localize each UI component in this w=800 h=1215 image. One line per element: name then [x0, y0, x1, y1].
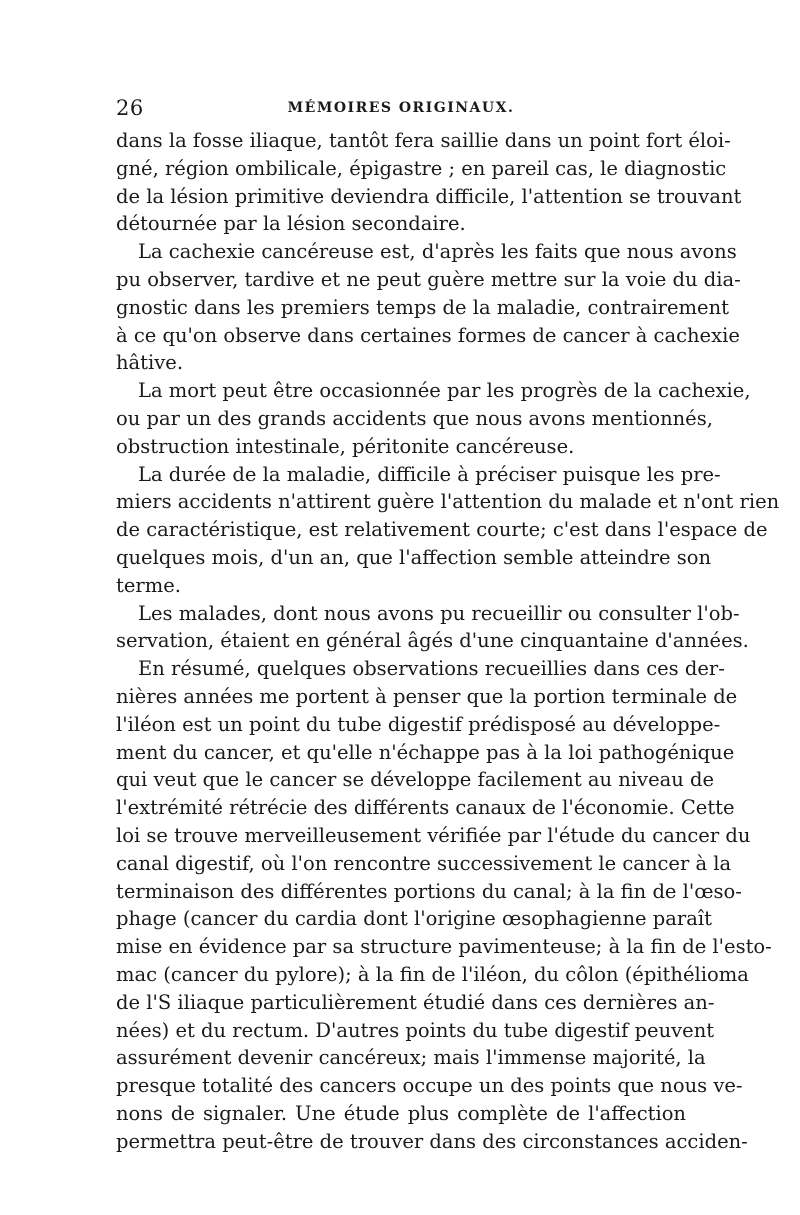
text-line: phage (cancer du cardia dont l'origine œsophagienne paraît: [116, 907, 712, 931]
text-line: Les malades, dont nous avons pu recueillir ou consulter l'ob-: [138, 601, 740, 625]
text-line: terme.: [116, 573, 181, 597]
text-line: presque totalité des cancers occupe un des points que nous ve-: [116, 1074, 743, 1098]
text-line: dans la fosse iliaque, tantôt fera saillie dans un point fort éloi-: [116, 129, 731, 152]
text-line: servation, étaient en général âgés d'une cinquantaine d'années.: [116, 629, 749, 653]
text-line: gnostic dans les premiers temps de la maladie, contrairement: [116, 295, 729, 319]
text-line: La durée de la maladie, difficile à préciser puisque les pre-: [138, 462, 721, 486]
text-line: La mort peut être occasionnée par les progrès de la cachexie,: [138, 379, 751, 403]
text-line: terminaison des différentes portions du canal; à la fin de l'œso-: [116, 879, 742, 903]
running-title: MÉMOIRES ORIGINAUX.: [287, 100, 515, 116]
page-number: 26: [116, 96, 144, 120]
text-line: qui veut que le cancer se développe facilement au niveau de: [116, 768, 715, 792]
text-line: loi se trouve merveilleusement vérifiée par l'étude du cancer du: [116, 823, 751, 847]
text-line: ou par un des grands accidents que nous avons mentionnés,: [116, 406, 713, 430]
text-line: ment du cancer, et qu'elle n'échappe pas à la loi pathogénique: [116, 740, 735, 764]
text-line: l'extrémité rétrécie des différents canaux de l'économie. Cette: [116, 796, 735, 820]
running-head: [116, 96, 686, 122]
text-line: de caractéristique, est relativement courte; c'est dans l'espace de: [116, 518, 768, 542]
text-line: hâtive.: [116, 351, 184, 375]
text-line: permettra peut-être de trouver dans des circonstances acciden-: [116, 1129, 748, 1153]
text-line: pu observer, tardive et ne peut guère mettre sur la voie du dia-: [116, 267, 741, 291]
text-line: assurément devenir cancéreux; mais l'immense majorité, la: [116, 1046, 706, 1070]
text-line: canal digestif, où l'on rencontre successivement le cancer à la: [116, 851, 732, 875]
text-line: obstruction intestinale, péritonite cancéreuse.: [116, 434, 575, 458]
text-line: nières années me portent à penser que la portion terminale de: [116, 684, 738, 708]
text-line: mac (cancer du pylore); à la fin de l'iléon, du côlon (épithélioma: [116, 962, 749, 986]
text-line: l'iléon est un point du tube digestif prédisposé au développe-: [116, 712, 721, 736]
text-body: [116, 127, 780, 1155]
text-line: à ce qu'on observe dans certaines formes de cancer à cachexie: [116, 323, 740, 347]
text-line: détournée par la lésion secondaire.: [116, 212, 466, 236]
text-line: mise en évidence par sa structure pavimenteuse; à la fin de l'esto-: [116, 935, 772, 959]
text-line: gné, région ombilicale, épigastre ; en pareil cas, le diagnostic: [116, 156, 727, 180]
text-line: de la lésion primitive deviendra difficile, l'attention se trouvant: [116, 184, 742, 208]
text-line: En résumé, quelques observations recueillies dans ces der-: [138, 657, 725, 681]
text-line: de l'S iliaque particulièrement étudié dans ces dernières an-: [116, 990, 715, 1014]
text-line: La cachexie cancéreuse est, d'après les faits que nous avons: [138, 240, 737, 264]
text-line: quelques mois, d'un an, que l'affection semble atteindre son: [116, 545, 712, 569]
text-line: nées) et du rectum. D'autres points du tube digestif peuvent: [116, 1018, 715, 1042]
text-line: nons de signaler. Une étude plus complète de l'affection: [116, 1101, 686, 1125]
text-line: miers accidents n'attirent guère l'attention du malade et n'ont rien: [116, 490, 780, 514]
